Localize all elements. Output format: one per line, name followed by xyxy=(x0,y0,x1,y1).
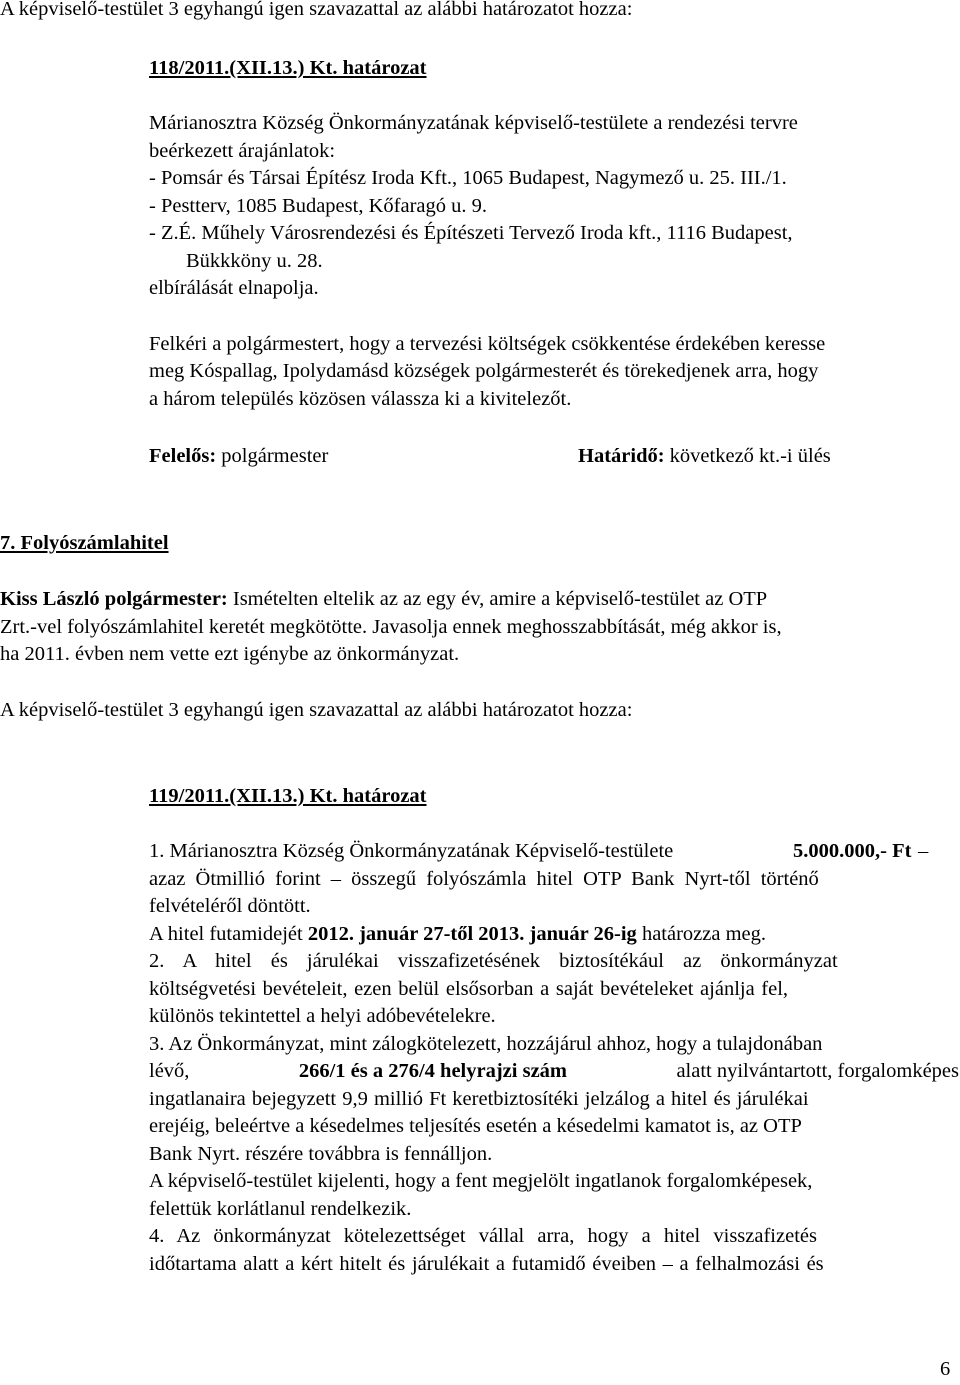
res119-line: 2. A hitel és járulékai visszafizetésének biztosítékául az önkormányzat xyxy=(149,950,838,972)
section7-text-line: ha 2011. évben nem vette ezt igénybe az önkormányzat. xyxy=(0,643,460,665)
res118-text-line: Márianosztra Község Önkormányzatának képviselő-testülete a rendezési tervre xyxy=(149,112,798,134)
res119-line xyxy=(149,921,766,948)
speaker-name: Kiss László polgármester: xyxy=(0,588,228,610)
res119-line xyxy=(149,1058,959,1085)
resolution-118-title: 118/2011.(XII.13.) Kt. határozat xyxy=(149,57,427,79)
deadline-line xyxy=(578,443,831,470)
res119-line: A képviselő-testület kijelenti, hogy a fent megjelölt ingatlanok forgalomképesek, xyxy=(149,1170,813,1192)
res119-line: felettük korlátlanul rendelkezik. xyxy=(149,1198,412,1220)
intro-line-1: A képviselő-testület 3 egyhangú igen szavazattal az alábbi határozatot hozza: xyxy=(0,0,633,20)
responsible-line xyxy=(149,443,328,470)
res119-line: felvételéről döntött. xyxy=(149,895,311,917)
res119-line: Bank Nyrt. részére továbbra is fennálljon. xyxy=(149,1143,493,1165)
res119-text: 1. Márianosztra Község Önkormányzatának Képviselő-testülete xyxy=(149,840,674,862)
responsible-value: polgármester xyxy=(216,445,329,467)
page-number: 6 xyxy=(940,1358,951,1380)
res119-line: erejéig, beleértve a késedelmes teljesítés esetén a késedelmi kamatot is, az OTP xyxy=(149,1115,802,1137)
resolution-119-title: 119/2011.(XII.13.) Kt. határozat xyxy=(149,785,427,807)
loan-term: 2012. január 27-től 2013. január 26-ig xyxy=(307,923,637,945)
section-heading: 7. Folyószámlahitel xyxy=(0,532,169,554)
res119-line: ingatlanaira bejegyzett 9,9 millió Ft keretbiztosítéki jelzálog a hitel és járulékai xyxy=(149,1088,809,1110)
bid-item: - Z.É. Műhely Városrendezési és Építészeti Tervező Iroda kft., 1116 Budapest, xyxy=(149,222,793,244)
res118-text-line: beérkezett árajánlatok: xyxy=(149,140,336,162)
speaker-text: Ismételten eltelik az az egy év, amire a képviselő-testület az OTP xyxy=(227,588,768,610)
res118-text-line: Felkéri a polgármestert, hogy a tervezési költségek csökkentése érdekében keresse xyxy=(149,333,826,355)
intro-line-2: A képviselő-testület 3 egyhangú igen szavazattal az alábbi határozatot hozza: xyxy=(0,699,633,721)
res119-line: azaz Ötmillió forint – összegű folyószámla hitel OTP Bank Nyrt-től történő xyxy=(149,868,819,890)
res119-line: időtartama alatt a kért hitelt és járulékait a futamidő éveiben – a felhalmozási és xyxy=(149,1253,824,1275)
bid-item: - Pomsár és Társai Építész Iroda Kft., 1065 Budapest, Nagymező u. 25. III./1. xyxy=(149,167,787,189)
bid-item-continuation: Bükkköny u. 28. xyxy=(186,250,323,272)
res118-text-line: elbírálását elnapolja. xyxy=(149,277,319,299)
speaker-line xyxy=(0,586,767,613)
responsible-label: Felelős: xyxy=(149,445,217,467)
section7-text-line: Zrt.-vel folyószámlahitel keretét megkötötte. Javasolja ennek meghosszabbítását, még akkor is, xyxy=(0,616,782,638)
res118-text-line: meg Kóspallag, Ipolydamásd községek polgármesterét és törekedjenek arra, hogy xyxy=(149,360,819,382)
res119-line: 4. Az önkormányzat kötelezettséget vállal arra, hogy a hitel visszafizetés xyxy=(149,1225,817,1247)
res119-line: 3. Az Önkormányzat, mint zálogkötelezett, hozzájárul ahhoz, hogy a tulajdonában xyxy=(149,1033,823,1055)
res119-text: lévő, xyxy=(149,1060,190,1082)
res119-line xyxy=(149,838,959,865)
res119-text: A hitel futamidejét xyxy=(149,923,308,945)
res118-text-line: a három település közösen válassza ki a kivitelezőt. xyxy=(149,388,572,410)
deadline-value: következő kt.-i ülés xyxy=(664,445,831,467)
res119-line: költségvetési bevételeit, ezen belül elsősorban a saját bevételeket ajánlja fel, xyxy=(149,978,789,1000)
parcel-numbers: 266/1 és a 276/4 helyrajzi szám xyxy=(298,1060,568,1082)
dash: – xyxy=(918,840,929,862)
res119-text: alatt nyilvántartott, forgalomképes xyxy=(676,1060,959,1082)
amount: 5.000.000,- Ft xyxy=(793,840,912,862)
res119-line: különös tekintettel a helyi adóbevételekre. xyxy=(149,1005,496,1027)
deadline-label: Határidő: xyxy=(578,445,665,467)
res119-text: határozza meg. xyxy=(636,923,766,945)
bid-item: - Pestterv, 1085 Budapest, Kőfaragó u. 9. xyxy=(149,195,487,217)
